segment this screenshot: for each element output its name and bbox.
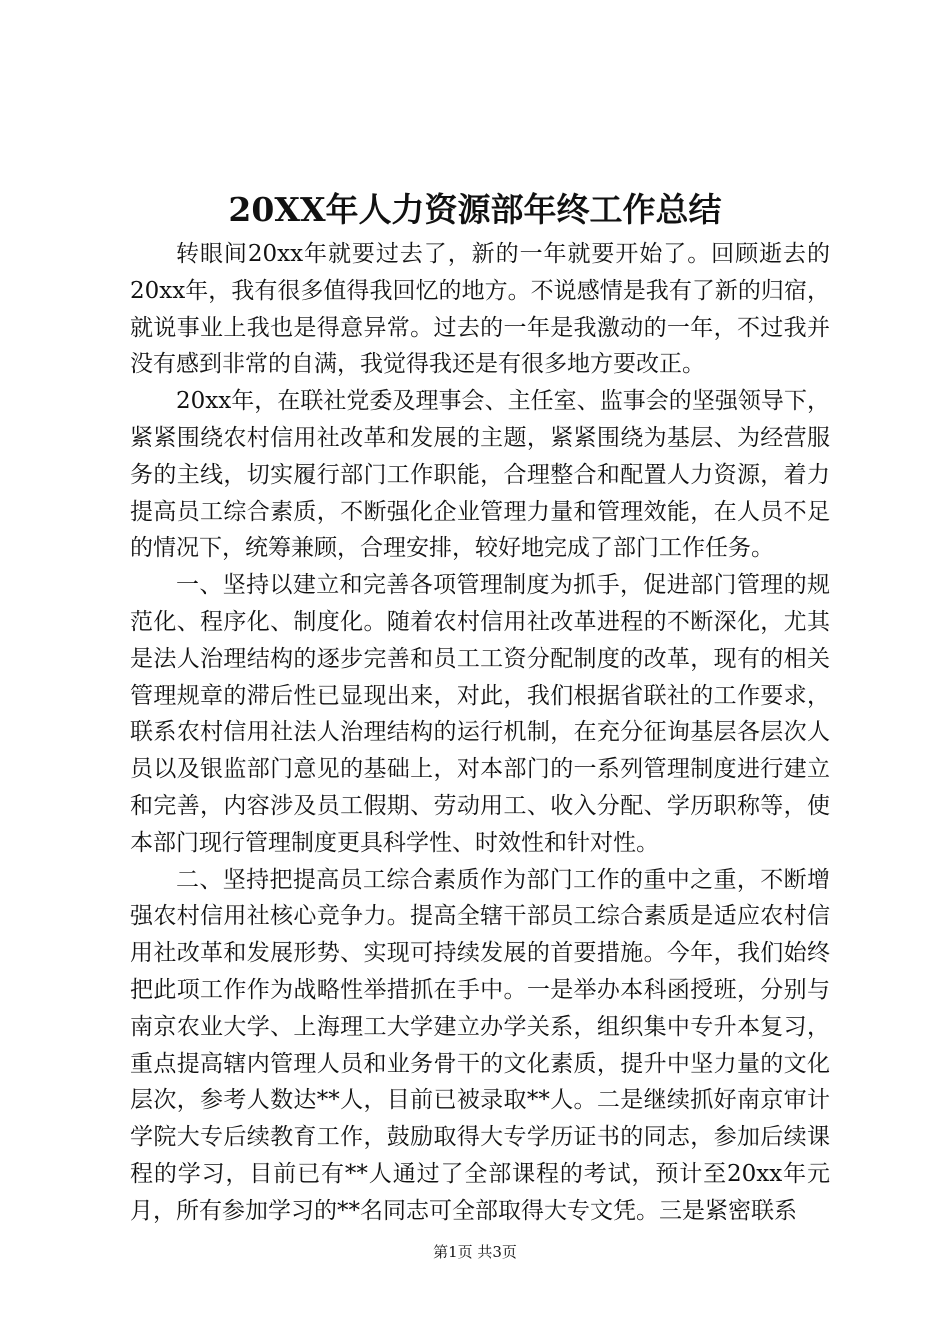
page-number-footer: 第1页 共3页 <box>433 1243 517 1261</box>
document-body <box>130 236 830 1230</box>
paragraph-section-one: 一、坚持以建立和完善各项管理制度为抓手，促进部门管理的规范化、程序化、制度化。随着农村信用社改革进程的不断深化，尤其是法人治理结构的逐步完善和员工工资分配制度的改革，现有的相关管理规章的滞后性已显现出来，对此，我们根据省联社的工作要求，联系农村信用社法人治理结构的运行机制，在充分征询基层各层次人员以及银监部门意见的基础上，对本部门的一系列管理制度进行建立和完善，内容涉及员工假期、劳动用工、收入分配、学历职称等，使本部门现行管理制度更具科学性、时效性和针对性。 <box>130 572 830 856</box>
paragraph-intro: 转眼间20xx年就要过去了，新的一年就要开始了。回顾逝去的20xx年，我有很多值得我回忆的地方。不说感情是我有了新的归宿，就说事业上我也是得意异常。过去的一年是我激动的一年，不过我并没有感到非常的自满，我觉得我还是有很多地方要改正。 <box>130 241 830 378</box>
document-title: 20XX年人力资源部年终工作总结 <box>228 190 722 229</box>
paragraph-section-two: 二、坚持把提高员工综合素质作为部门工作的重中之重，不断增强农村信用社核心竞争力。提高全辖干部员工综合素质是适应农村信用社改革和发展形势、实现可持续发展的首要措施。今年，我们始终把此项工作作为战略性举措抓在手中。一是举办本科函授班，分别与南京农业大学、上海理工大学建立办学关系，组织集中专升本复习，重点提高辖内管理人员和业务骨干的文化素质，提升中坚力量的文化层次，参考人数达**人，目前已被录取**人。二是继续抓好南京审计学院大专后续教育工作，鼓励取得大专学历证书的同志，参加后续课程的学习，目前已有**人通过了全部课程的考试，预计至20xx年元月，所有参加学习的**名同志可全部取得大专文凭。三是紧密联系 <box>130 866 830 1224</box>
paragraph-overview: 20xx年，在联社党委及理事会、主任室、监事会的坚强领导下，紧紧围绕农村信用社改革和发展的主题，紧紧围绕为基层、为经营服务的主线，切实履行部门工作职能，合理整合和配置人力资源，着力提高员工综合素质，不断强化企业管理力量和管理效能，在人员不足的情况下，统筹兼顾，合理安排，较好地完成了部门工作任务。 <box>130 388 830 562</box>
